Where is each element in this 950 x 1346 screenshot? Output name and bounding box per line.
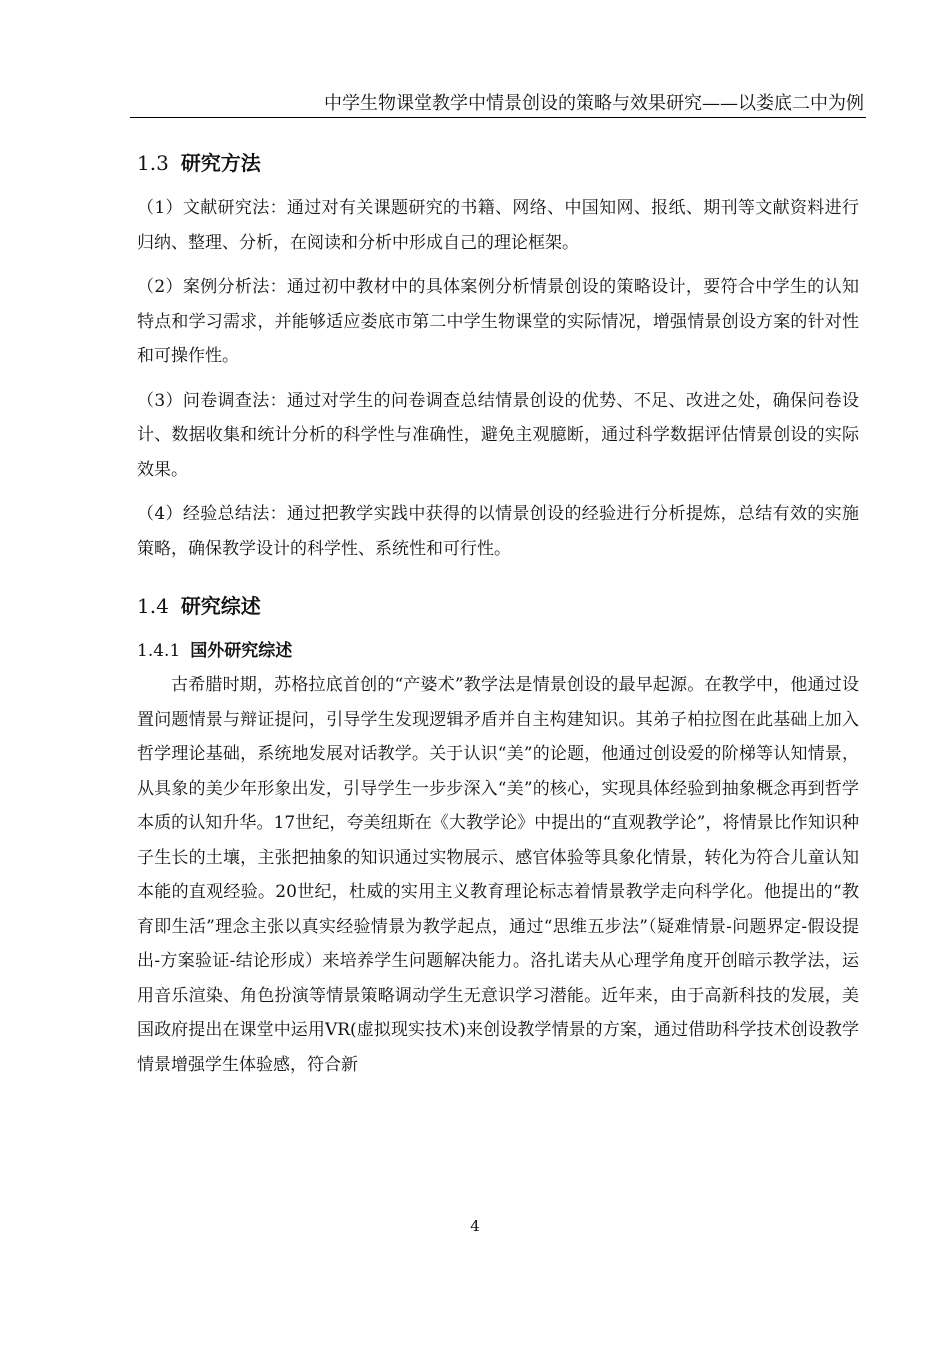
section-number: 1.4 xyxy=(137,594,169,618)
section-title: 研究方法 xyxy=(180,151,261,175)
method-item-1: （1）文献研究法：通过对有关课题研究的书籍、网络、中国知网、报纸、期刊等文献资料进行归纳、整理、分析，在阅读和分析中形成自己的理论框架。 xyxy=(137,198,859,253)
page-body xyxy=(137,145,859,1082)
running-header: 中学生物课堂教学中情景创设的策略与效果研究——以娄底二中为例 xyxy=(324,93,864,114)
method-item-4: （4）经验总结法：通过把教学实践中获得的以情景创设的经验进行分析提炼，总结有效的实施策略，确保教学设计的科学性、系统性和可行性。 xyxy=(137,504,859,559)
section-title: 研究综述 xyxy=(180,594,261,618)
subsection-heading-1-4-1 xyxy=(137,634,859,668)
section-heading-1-4 xyxy=(137,588,859,624)
section-number: 1.3 xyxy=(137,151,169,175)
method-item-3: （3）问卷调查法：通过对学生的问卷调查总结情景创设的优势、不足、改进之处，确保问卷设计、数据收集和统计分析的科学性与准确性，避免主观臆断，通过科学数据评估情景创设的实际效果。 xyxy=(137,390,859,480)
method-item-2: （2）案例分析法：通过初中教材中的具体案例分析情景创设的策略设计，要符合中学生的认知特点和学习需求，并能够适应娄底市第二中学生物课堂的实际情况，增强情景创设方案的针对性和可操作性。 xyxy=(137,277,859,366)
subsection-title: 国外研究综述 xyxy=(190,641,293,661)
subsection-number: 1.4.1 xyxy=(137,641,181,661)
page-number: 4 xyxy=(470,1217,480,1235)
header-rule xyxy=(130,117,866,118)
body-paragraph: 古希腊时期，苏格拉底首创的“产婆术”教学法是情景创设的最早起源。在教学中，他通过设置问题情景与辩证提问，引导学生发现逻辑矛盾并自主构建知识。其弟子柏拉图在此基础上加入哲学理论基础，系统地发展对话教学。关于认识“美”的论题，他通过创设爱的阶梯等认知情景，从具象的美少年形象出发，引导学生一步步深入“美”的核心，实现具体经验到抽象概念再到哲学本质的认知升华。17世纪，夸美纽斯在《大教学论》中提出的“直观教学论”，将情景比作知识种子生长的土壤，主张把抽象的知识通过实物展示、感官体验等具象化情景，转化为符合儿童认知本能的直观经验。20世纪，杜威的实用主义教育理论标志着情景教学走向科学化。他提出的“教育即生活”理念主张以真实经验情景为教学起点，通过“思维五步法”（疑难情景-问题界定-假设提出-方案验证-结论形成）来培养学生问题解决能力。洛扎诺夫从心理学角度开创暗示教学法，运用音乐渲染、角色扮演等情景策略调动学生无意识学习潜能。近年来，由于高新科技的发展，美国政府提出在课堂中运用VR(虚拟现实技术)来创设教学情景的方案，通过借助科学技术创设教学情景增强学生体验感，符合新 xyxy=(137,675,859,1075)
section-heading-1-3 xyxy=(137,145,859,181)
